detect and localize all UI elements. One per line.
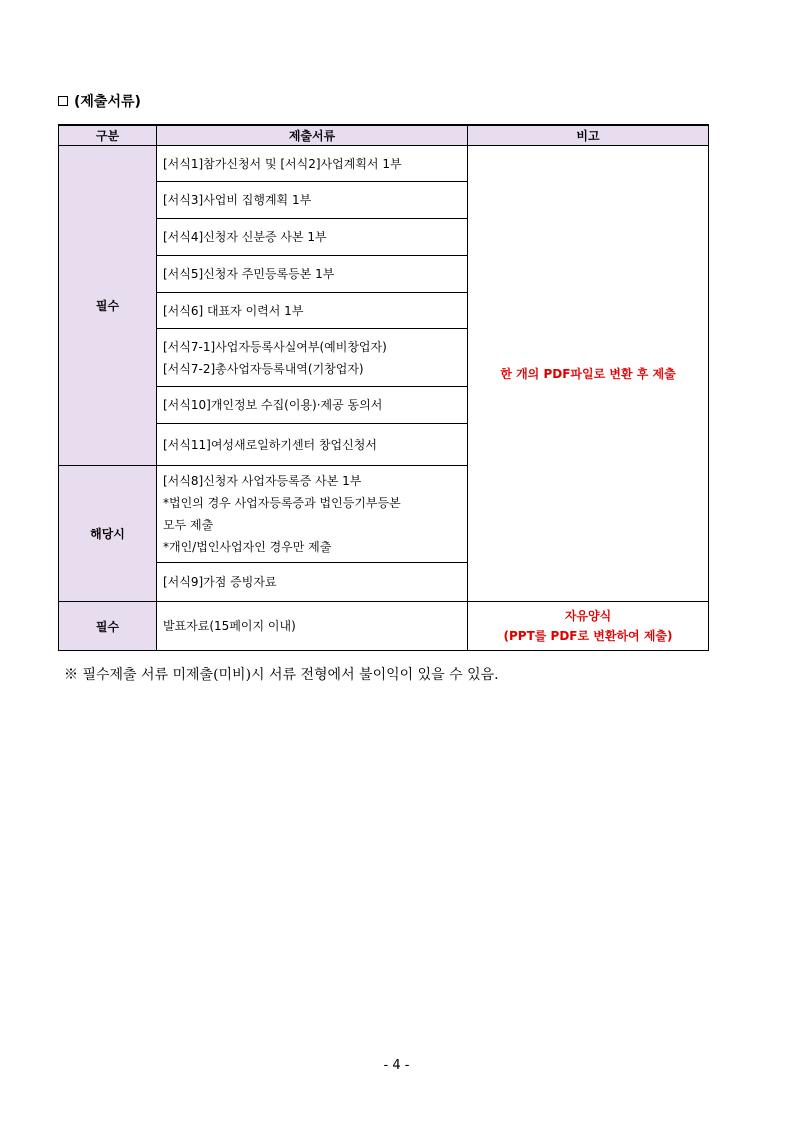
header-documents: 제출서류	[157, 125, 468, 146]
doc-item: [서식3]사업비 집행계획 1부	[157, 182, 468, 219]
doc-item: [서식10]개인정보 수집(이용)·제공 동의서	[157, 387, 468, 424]
category-applicable: 해당시	[59, 466, 157, 602]
doc-item: [서식4]신청자 신분증 사본 1부	[157, 219, 468, 256]
table-row	[59, 146, 709, 182]
doc-line: [서식7-2]총사업자등록내역(기창업자)	[163, 361, 364, 376]
doc-item: [서식5]신청자 주민등록등본 1부	[157, 256, 468, 293]
doc-item: 발표자료(15페이지 이내)	[157, 602, 468, 651]
footnote: ※ 필수제출 서류 미제출(미비)시 서류 전형에서 불이익이 있을 수 있음.	[64, 667, 499, 683]
remark-line: 자유양식	[564, 609, 612, 623]
header-category: 구분	[59, 125, 157, 146]
doc-item: [서식9]가점 증빙자료	[157, 563, 468, 602]
doc-line: 모두 제출	[163, 518, 214, 532]
doc-item: [서식1]참가신청서 및 [서식2]사업계획서 1부	[157, 146, 468, 182]
remark-main: 한 개의 PDF파일로 변환 후 제출	[468, 146, 709, 602]
table-header-row	[59, 125, 709, 146]
documents-table	[58, 124, 709, 651]
doc-item: [서식11]여성새로일하기센터 창업신청서	[157, 424, 468, 466]
remark-line: (PPT를 PDF로 변환하여 제출)	[503, 629, 673, 643]
doc-item	[157, 466, 468, 563]
header-remarks: 비고	[468, 125, 709, 146]
doc-line: [서식8]신청자 사업자등록증 사본 1부	[163, 474, 362, 488]
doc-line: *개인/법인사업자인 경우만 제출	[163, 540, 332, 554]
section-title: (제출서류)	[74, 94, 141, 110]
section-heading	[58, 91, 141, 111]
page-number: - 4 -	[383, 1058, 410, 1073]
checkbox-icon	[58, 96, 68, 106]
doc-item: [서식6] 대표자 이력서 1부	[157, 293, 468, 329]
remark-presentation	[468, 602, 709, 651]
category-required-presentation: 필수	[59, 602, 157, 651]
doc-line: [서식7-1]사업자등록사실여부(예비창업자)	[163, 339, 387, 354]
category-required: 필수	[59, 146, 157, 466]
table-row	[59, 602, 709, 651]
doc-item	[157, 329, 468, 387]
doc-line: *법인의 경우 사업자등록증과 법인등기부등본	[163, 496, 401, 510]
